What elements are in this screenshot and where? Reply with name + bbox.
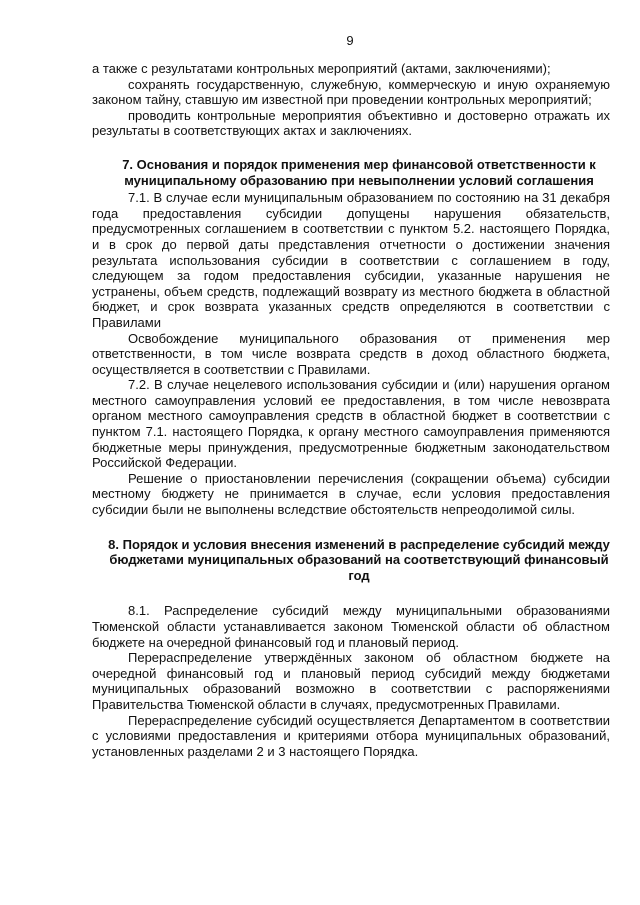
intro-paragraph-3: проводить контрольные мероприятия объективно и достоверно отражать их результаты в соответствующих актах и заключениях. — [92, 107, 610, 139]
document-body — [92, 61, 610, 759]
section-7-heading: 7. Основания и порядок применения мер финансовой ответственности к муниципальному образованию при невыполнении условий соглашения — [122, 156, 596, 188]
section-7-paragraph-4: Решение о приостановлении перечисления (сокращении объема) субсидии местному бюджету не принимается в случае, если условия предоставления субсидии были не выполнены вследствие обстоятельств непреодолимой силы. — [92, 470, 610, 518]
section-8-paragraph-1: 8.1. Распределение субсидий между муниципальными образованиями Тюменской области устанавливается законом Тюменской области об областном бюджете на очередной финансовый год и плановый период. — [92, 603, 610, 650]
section-7-paragraph-1: 7.1. В случае если муниципальным образованием по состоянию на 31 декабря года предоставления субсидии допущены нарушения обязательств, предусмотренных соглашением в соответствии с пунктом 5.2. настоящего Порядка, и в срок до первой даты представления отчетности о достижении значения результата использования субсидии в соответствии с соглашением в году, следующем за годом предоставления субсидии, указанные нарушения не устранены, объем средств, подлежащий возврату из местного бюджета в областной бюджет, и срок возврата указанных средств определяются в соответствии с Правилами — [92, 190, 610, 330]
section-8-paragraph-3: Перераспределение субсидий осуществляется Департаментом в соответствии с условиями предоставления и критериями отбора муниципальных образований, установленных разделами 2 и 3 настоящего Порядка. — [92, 712, 610, 759]
intro-paragraph-1: а также с результатами контрольных мероприятий (актами, заключениями); — [92, 61, 551, 76]
section-7-paragraph-3: 7.2. В случае нецелевого использования субсидии и (или) нарушения органом местного самоуправления условий ее предоставления, в том числе невозврата органом местного самоуправления средств в областной бюджет в соответствии с пунктом 7.1. настоящего Порядка, к органу местного самоуправления применяются бюджетные меры принуждения, предусмотренные бюджетным законодательством Российской Федерации. — [92, 377, 610, 471]
page-number: 9 — [346, 33, 354, 48]
section-7-paragraph-2: Освобождение муниципального образования от применения мер ответственности, в том числе возврата средств в доход областного бюджета, осуществляется в соответствии с Правилами. — [92, 330, 610, 377]
section-8-heading: 8. Порядок и условия внесения изменений в распределение субсидий между бюджетами муниципальных образований на соответствующий финансовый год — [108, 536, 610, 583]
intro-paragraph-2: сохранять государственную, служебную, коммерческую и иную охраняемую законом тайну, ставшую им известной при проведении контрольных мероприятий; — [92, 76, 610, 108]
section-8-paragraph-2: Перераспределение утверждённых законом об областном бюджете на очередной финансовый год и плановый период субсидий между бюджетами муниципальных образований возможно в соответствии с распоряжениями Правительства Тюменской области в случаях, предусмотренных Правилами. — [92, 650, 610, 712]
